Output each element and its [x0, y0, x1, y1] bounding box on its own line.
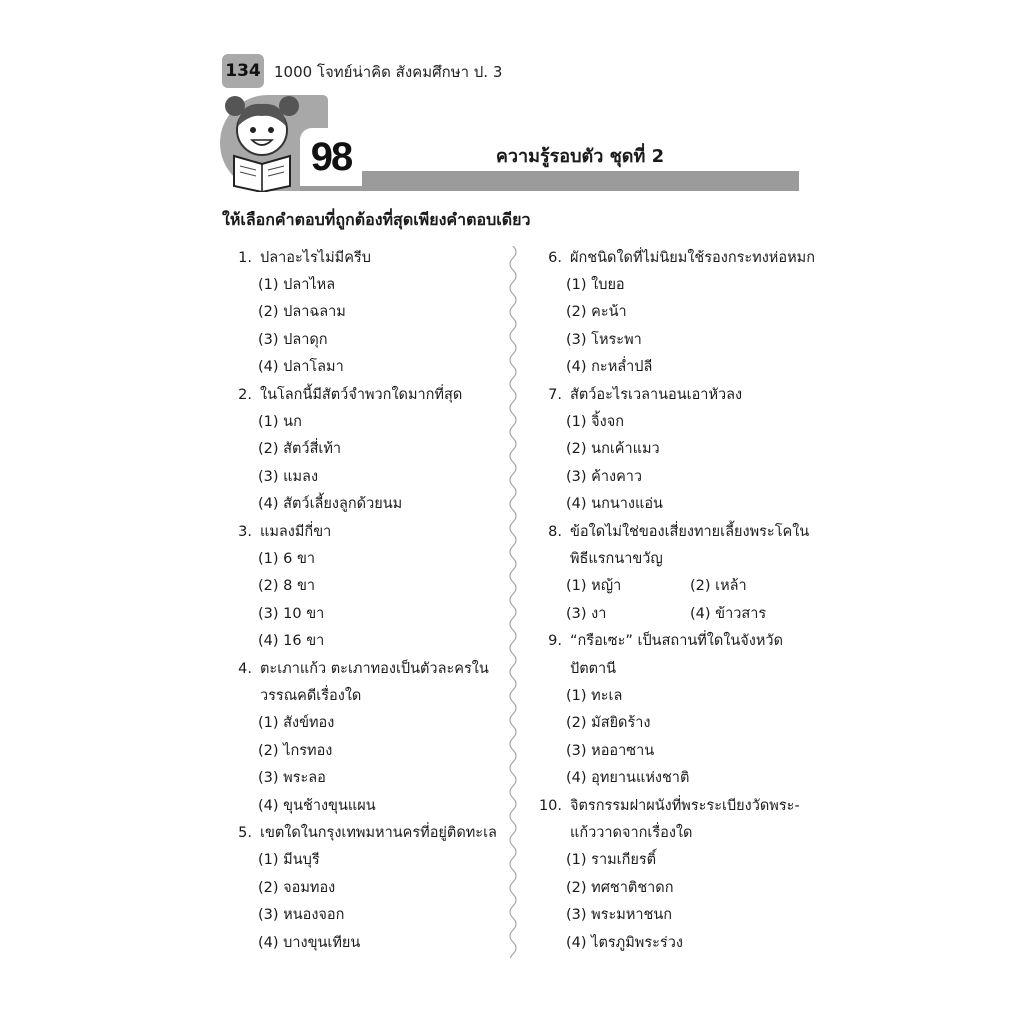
option	[566, 412, 624, 432]
option-label: (1)	[258, 852, 279, 868]
option-text: ทศชาติชาดก	[591, 880, 674, 896]
option-text: ขุนช้างขุนแผน	[283, 798, 376, 814]
option-text: มีนบุรี	[283, 852, 320, 868]
option-text: นกนางแอ่น	[591, 496, 663, 512]
question-number: 8.	[548, 524, 562, 540]
option-label: (2)	[566, 715, 587, 731]
option-text: หนองจอก	[283, 907, 345, 923]
option	[258, 302, 346, 322]
option	[258, 467, 318, 487]
option-label: (2)	[258, 304, 279, 320]
option	[258, 357, 344, 377]
question-text: แมลงมีกี่ขา	[260, 524, 332, 540]
option-label: (3)	[566, 743, 587, 759]
option	[566, 686, 622, 706]
option-label: (2)	[258, 880, 279, 896]
question-4	[230, 659, 489, 679]
question-number: 9.	[548, 633, 562, 649]
question-1	[230, 248, 371, 268]
option-label: (3)	[258, 606, 279, 622]
option	[258, 713, 334, 733]
option	[258, 549, 315, 569]
option	[258, 741, 332, 761]
set-title: ความรู้รอบตัว ชุดที่ 2	[495, 146, 665, 167]
question-number: 4.	[238, 661, 252, 677]
option-label: (4)	[258, 633, 279, 649]
option-text: 16 ขา	[283, 633, 325, 649]
option	[566, 713, 651, 733]
question-text: ตะเภาแก้ว ตะเภาทองเป็นตัวละครใน	[260, 661, 489, 677]
option	[690, 576, 747, 596]
option	[566, 604, 606, 624]
question-7	[532, 385, 742, 405]
option	[566, 850, 656, 870]
option-label: (1)	[566, 414, 587, 430]
option-label: (3)	[258, 770, 279, 786]
option-label: (4)	[258, 496, 279, 512]
option	[566, 302, 627, 322]
option-label: (1)	[258, 715, 279, 731]
option-label: (4)	[566, 770, 587, 786]
question-text: “กรือเซะ” เป็นสถานที่ใดในจังหวัด	[570, 633, 783, 649]
option-label: (1)	[566, 852, 587, 868]
option-label: (4)	[258, 935, 279, 951]
option-text: รามเกียรติ์	[591, 852, 657, 868]
option-text: ปลาฉลาม	[283, 304, 346, 320]
question-8	[532, 522, 809, 542]
option-text: นก	[283, 414, 302, 430]
option-text: อุทยานแห่งชาติ	[591, 770, 690, 786]
option-text: สัตว์สี่เท้า	[283, 441, 342, 457]
question-text: สัตว์อะไรเวลานอนเอาหัวลง	[570, 387, 743, 403]
question-number: 10.	[538, 798, 562, 814]
option-text: กะหล่ำปลี	[591, 359, 653, 375]
question-text: ปลาอะไรไม่มีครีบ	[260, 250, 371, 266]
book-title: 1000 โจทย์น่าคิด สังคมศึกษา ป. 3	[274, 63, 503, 81]
question-text-continued: ปัตตานี	[570, 661, 617, 677]
question-text-continued: พิธีแรกนาขวัญ	[570, 551, 663, 567]
option-text: 6 ขา	[283, 551, 316, 567]
question-number: 6.	[548, 250, 562, 266]
option	[258, 412, 302, 432]
option-label: (2)	[566, 441, 587, 457]
option-text: แมลง	[283, 469, 319, 485]
option-label: (3)	[566, 907, 587, 923]
option-text: มัสยิดร้าง	[591, 715, 651, 731]
option-text: สัตว์เลี้ยงลูกด้วยนม	[283, 496, 403, 512]
option-text: งา	[591, 606, 607, 622]
question-10	[532, 796, 800, 816]
option	[566, 330, 642, 350]
option-label: (2)	[258, 441, 279, 457]
option-label: (1)	[566, 578, 587, 594]
option-label: (2)	[690, 578, 711, 594]
page-number: 134	[222, 54, 264, 88]
set-number: 98	[300, 128, 362, 186]
option-label: (3)	[566, 332, 587, 348]
question-3	[230, 522, 331, 542]
option	[258, 878, 335, 898]
option-label: (3)	[566, 606, 587, 622]
option-label: (2)	[258, 578, 279, 594]
option-text: สังข์ทอง	[283, 715, 335, 731]
option-label: (3)	[258, 332, 279, 348]
question-text-continued: แก้ววาดจากเรื่องใด	[570, 825, 693, 841]
question-text: ผักชนิดใดที่ไม่นิยมใช้รองกระทงห่อหมก	[570, 250, 815, 266]
option	[566, 933, 683, 953]
option-label: (4)	[566, 496, 587, 512]
option	[258, 850, 320, 870]
instruction: ให้เลือกคำตอบที่ถูกต้องที่สุดเพียงคำตอบเดียว	[222, 210, 531, 229]
option-text: ใบยอ	[591, 277, 625, 293]
option-text: หญ้า	[591, 578, 622, 594]
option	[258, 439, 341, 459]
option	[258, 631, 324, 651]
option-text: หออาซาน	[591, 743, 655, 759]
option-label: (2)	[258, 743, 279, 759]
question-6	[532, 248, 815, 268]
option	[258, 494, 402, 514]
option	[566, 905, 672, 925]
option	[258, 933, 360, 953]
option-text: จอมทอง	[283, 880, 336, 896]
question-text: จิตรกรรมฝาผนังที่พระระเบียงวัดพระ-	[570, 798, 800, 814]
option-text: บางขุนเทียน	[283, 935, 361, 951]
question-number: 2.	[238, 387, 252, 403]
option-label: (1)	[258, 277, 279, 293]
option	[258, 576, 315, 596]
option-label: (4)	[566, 359, 587, 375]
option-label: (4)	[258, 359, 279, 375]
option	[258, 905, 344, 925]
option-text: ข้าวสาร	[715, 606, 767, 622]
option-text: นกเค้าแมว	[591, 441, 660, 457]
option	[566, 357, 652, 377]
option	[566, 275, 625, 295]
option-label: (1)	[566, 688, 587, 704]
question-number: 5.	[238, 825, 252, 841]
option	[258, 796, 376, 816]
question-text: ในโลกนี้มีสัตว์จำพวกใดมากที่สุด	[260, 387, 463, 403]
option	[258, 275, 335, 295]
column-divider	[505, 246, 521, 958]
option-label: (1)	[258, 414, 279, 430]
question-number: 3.	[238, 524, 252, 540]
option-label: (4)	[258, 798, 279, 814]
option-label: (1)	[258, 551, 279, 567]
option-text: ไกรทอง	[283, 743, 333, 759]
option-text: พระมหาชนก	[591, 907, 673, 923]
question-9	[532, 631, 783, 651]
option	[566, 576, 621, 596]
option-text: โหระพา	[591, 332, 642, 348]
option-text: จิ้งจก	[591, 414, 625, 430]
question-number: 7.	[548, 387, 562, 403]
option-text: ปลาไหล	[283, 277, 336, 293]
option	[566, 467, 642, 487]
option-label: (2)	[566, 304, 587, 320]
option-text: 8 ขา	[283, 578, 316, 594]
option-text: เหล้า	[715, 578, 747, 594]
option-label: (1)	[566, 277, 587, 293]
option-text: คะน้า	[591, 304, 627, 320]
option-label: (3)	[258, 469, 279, 485]
option-text: ไตรภูมิพระร่วง	[591, 935, 683, 951]
option	[690, 604, 766, 624]
question-2	[230, 385, 462, 405]
question-5	[230, 823, 497, 843]
option	[258, 768, 326, 788]
option	[258, 330, 328, 350]
option	[566, 741, 654, 761]
question-number: 1.	[238, 250, 252, 266]
option-label: (4)	[690, 606, 711, 622]
option	[566, 768, 689, 788]
option-label: (3)	[258, 907, 279, 923]
option-text: ค้างคาว	[591, 469, 643, 485]
option-text: 10 ขา	[283, 606, 325, 622]
option-text: ปลาโลมา	[283, 359, 344, 375]
banner-bar	[300, 171, 799, 191]
option-text: ปลาดุก	[283, 332, 328, 348]
option	[566, 878, 674, 898]
option	[566, 439, 660, 459]
option	[566, 494, 663, 514]
option-text: ทะเล	[591, 688, 623, 704]
question-text-continued: วรรณคดีเรื่องใด	[260, 688, 362, 704]
question-text: เขตใดในกรุงเทพมหานครที่อยู่ติดทะเล	[260, 825, 497, 841]
option-text: พระลอ	[283, 770, 326, 786]
option-label: (2)	[566, 880, 587, 896]
girl-reading-book-icon	[222, 92, 302, 192]
option-label: (4)	[566, 935, 587, 951]
option-label: (3)	[566, 469, 587, 485]
option	[258, 604, 324, 624]
question-text: ข้อใดไม่ใช่ของเสี่ยงทายเลี้ยงพระโคใน	[570, 524, 810, 540]
